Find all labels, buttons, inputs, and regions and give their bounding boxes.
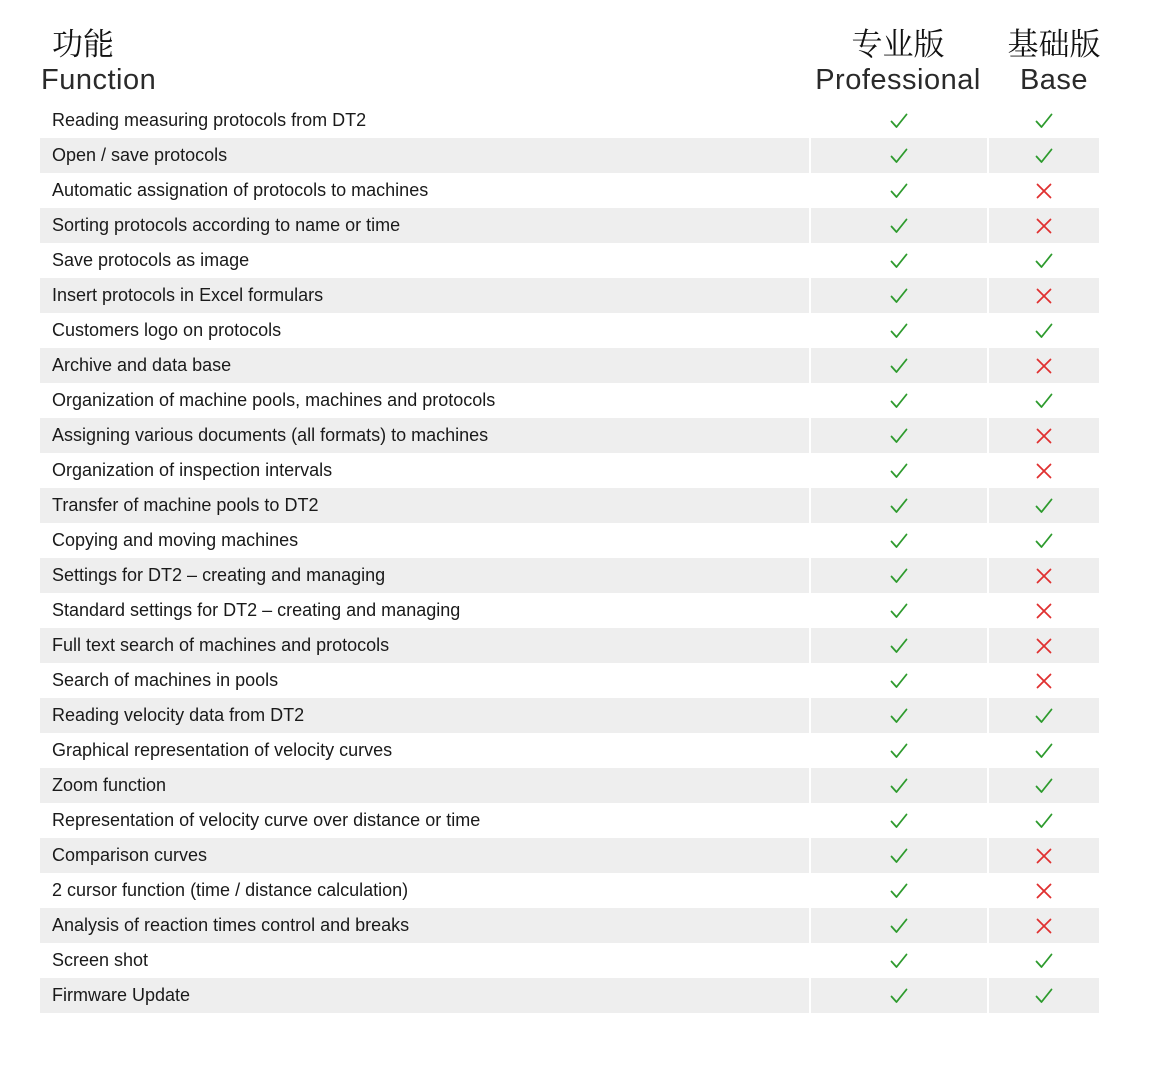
check-icon xyxy=(889,111,909,131)
check-icon xyxy=(889,951,909,971)
table-row xyxy=(40,313,1099,348)
check-icon xyxy=(1034,741,1054,761)
feature-name: Settings for DT2 – creating and managing xyxy=(40,558,809,593)
cross-icon xyxy=(1034,216,1054,236)
table-row xyxy=(40,908,1099,943)
function-header-en: Function xyxy=(41,64,157,96)
professional-cell xyxy=(811,383,987,418)
base-header-en: Base xyxy=(1019,64,1089,96)
table-row xyxy=(40,173,1099,208)
feature-name: Assigning various documents (all formats) to machines xyxy=(40,418,809,453)
feature-name: Sorting protocols according to name or time xyxy=(40,208,809,243)
feature-name: Transfer of machine pools to DT2 xyxy=(40,488,809,523)
cross-icon xyxy=(1034,566,1054,586)
base-cell xyxy=(989,733,1099,768)
table-row xyxy=(40,558,1099,593)
feature-name: 2 cursor function (time / distance calculation) xyxy=(52,880,409,900)
feature-name: Customers logo on protocols xyxy=(52,320,282,340)
base-cell xyxy=(989,838,1099,873)
feature-name: Organization of inspection intervals xyxy=(52,460,333,480)
base-cell xyxy=(989,523,1099,558)
base-cell xyxy=(989,698,1099,733)
feature-name: Open / save protocols xyxy=(40,138,809,173)
table-row xyxy=(40,418,1099,453)
check-icon xyxy=(889,426,909,446)
base-header-cn: 基础版 xyxy=(1007,27,1101,63)
feature-name: Archive and data base xyxy=(40,348,809,383)
professional-cell xyxy=(811,208,987,243)
professional-cell xyxy=(811,488,987,523)
professional-cell xyxy=(811,278,987,313)
table-row xyxy=(40,733,1099,768)
feature-comparison-table xyxy=(40,103,1099,1013)
feature-name: Analysis of reaction times control and breaks xyxy=(40,908,809,943)
base-cell xyxy=(989,103,1099,138)
feature-name: Copying and moving machines xyxy=(52,530,299,550)
table-row xyxy=(40,698,1099,733)
professional-cell xyxy=(811,313,987,348)
cross-icon xyxy=(1034,181,1054,201)
check-icon xyxy=(889,286,909,306)
table-row xyxy=(40,208,1099,243)
professional-cell xyxy=(811,908,987,943)
check-icon xyxy=(1034,706,1054,726)
cross-icon xyxy=(1034,846,1054,866)
feature-name: Comparison curves xyxy=(40,838,809,873)
base-cell xyxy=(989,593,1099,628)
professional-cell xyxy=(811,663,987,698)
check-icon xyxy=(889,251,909,271)
feature-name: Save protocols as image xyxy=(52,250,250,270)
base-cell xyxy=(989,803,1099,838)
feature-name: Insert protocols in Excel formulars xyxy=(40,278,809,313)
check-icon xyxy=(889,496,909,516)
base-cell xyxy=(989,383,1099,418)
base-cell xyxy=(989,313,1099,348)
base-cell xyxy=(989,418,1099,453)
check-icon xyxy=(889,531,909,551)
check-icon xyxy=(889,391,909,411)
feature-name: Automatic assignation of protocols to machines xyxy=(52,180,429,200)
feature-name: Search of machines in pools xyxy=(52,670,279,690)
professional-cell xyxy=(811,558,987,593)
professional-cell xyxy=(811,768,987,803)
base-cell xyxy=(989,348,1099,383)
table-row xyxy=(40,243,1099,278)
check-icon xyxy=(889,741,909,761)
check-icon xyxy=(889,881,909,901)
check-icon xyxy=(889,216,909,236)
professional-cell xyxy=(811,173,987,208)
feature-name: Reading velocity data from DT2 xyxy=(40,698,809,733)
feature-name: Full text search of machines and protocols xyxy=(40,628,809,663)
check-icon xyxy=(889,636,909,656)
check-icon xyxy=(889,846,909,866)
check-icon xyxy=(889,916,909,936)
check-icon xyxy=(1034,776,1054,796)
table-row xyxy=(40,628,1099,663)
professional-cell xyxy=(811,348,987,383)
check-icon xyxy=(889,461,909,481)
check-icon xyxy=(1034,496,1054,516)
check-icon xyxy=(1034,251,1054,271)
professional-cell xyxy=(811,873,987,908)
base-cell xyxy=(989,943,1099,978)
cross-icon xyxy=(1034,636,1054,656)
table-row xyxy=(40,383,1099,418)
check-icon xyxy=(889,356,909,376)
base-cell xyxy=(989,488,1099,523)
check-icon xyxy=(1034,811,1054,831)
table-row xyxy=(40,453,1099,488)
base-cell xyxy=(989,278,1099,313)
check-icon xyxy=(1034,111,1054,131)
professional-cell xyxy=(811,943,987,978)
function-header-cn: 功能 xyxy=(52,27,114,63)
check-icon xyxy=(1034,146,1054,166)
table-row xyxy=(40,768,1099,803)
professional-cell xyxy=(811,628,987,663)
check-icon xyxy=(1034,986,1054,1006)
check-icon xyxy=(889,986,909,1006)
cross-icon xyxy=(1034,461,1054,481)
feature-name: Graphical representation of velocity curves xyxy=(52,740,393,760)
professional-cell xyxy=(811,593,987,628)
table-row xyxy=(40,278,1099,313)
cross-icon xyxy=(1034,426,1054,446)
feature-name: Screen shot xyxy=(52,950,149,970)
table-row xyxy=(40,103,1099,138)
feature-name: Standard settings for DT2 – creating and managing xyxy=(52,600,461,620)
feature-name: Representation of velocity curve over distance or time xyxy=(52,810,481,830)
professional-cell xyxy=(811,243,987,278)
check-icon xyxy=(889,671,909,691)
table-header xyxy=(0,0,1176,100)
cross-icon xyxy=(1034,286,1054,306)
base-cell xyxy=(989,173,1099,208)
professional-column-header xyxy=(811,27,985,96)
professional-cell xyxy=(811,978,987,1013)
professional-header-en: Professional xyxy=(815,64,981,96)
cross-icon xyxy=(1034,671,1054,691)
table-row xyxy=(40,488,1099,523)
check-icon xyxy=(889,706,909,726)
check-icon xyxy=(889,146,909,166)
professional-cell xyxy=(811,418,987,453)
table-row xyxy=(40,838,1099,873)
base-column-header xyxy=(1004,27,1104,96)
professional-cell xyxy=(811,803,987,838)
check-icon xyxy=(1034,951,1054,971)
base-cell xyxy=(989,768,1099,803)
professional-cell xyxy=(811,453,987,488)
base-cell xyxy=(989,558,1099,593)
table-row xyxy=(40,138,1099,173)
professional-cell xyxy=(811,138,987,173)
table-row xyxy=(40,348,1099,383)
check-icon xyxy=(889,321,909,341)
table-row xyxy=(40,663,1099,698)
feature-name: Organization of machine pools, machines and protocols xyxy=(52,390,496,410)
feature-name: Firmware Update xyxy=(40,978,809,1013)
check-icon xyxy=(889,566,909,586)
professional-header-cn: 专业版 xyxy=(851,27,945,63)
professional-cell xyxy=(811,733,987,768)
check-icon xyxy=(1034,391,1054,411)
base-cell xyxy=(989,908,1099,943)
base-cell xyxy=(989,628,1099,663)
check-icon xyxy=(889,776,909,796)
cross-icon xyxy=(1034,916,1054,936)
base-cell xyxy=(989,243,1099,278)
check-icon xyxy=(1034,531,1054,551)
base-cell xyxy=(989,873,1099,908)
professional-cell xyxy=(811,103,987,138)
base-cell xyxy=(989,138,1099,173)
table-row xyxy=(40,978,1099,1013)
function-column-header xyxy=(41,27,157,96)
cross-icon xyxy=(1034,881,1054,901)
table-row xyxy=(40,803,1099,838)
professional-cell xyxy=(811,698,987,733)
table-row xyxy=(40,873,1099,908)
professional-cell xyxy=(811,523,987,558)
cross-icon xyxy=(1034,356,1054,376)
base-cell xyxy=(989,978,1099,1013)
table-row xyxy=(40,593,1099,628)
check-icon xyxy=(889,601,909,621)
cross-icon xyxy=(1034,601,1054,621)
check-icon xyxy=(889,181,909,201)
base-cell xyxy=(989,208,1099,243)
base-cell xyxy=(989,663,1099,698)
check-icon xyxy=(889,811,909,831)
table-row xyxy=(40,523,1099,558)
table-row xyxy=(40,943,1099,978)
professional-cell xyxy=(811,838,987,873)
base-cell xyxy=(989,453,1099,488)
feature-name: Reading measuring protocols from DT2 xyxy=(52,110,367,130)
check-icon xyxy=(1034,321,1054,341)
feature-name: Zoom function xyxy=(40,768,809,803)
